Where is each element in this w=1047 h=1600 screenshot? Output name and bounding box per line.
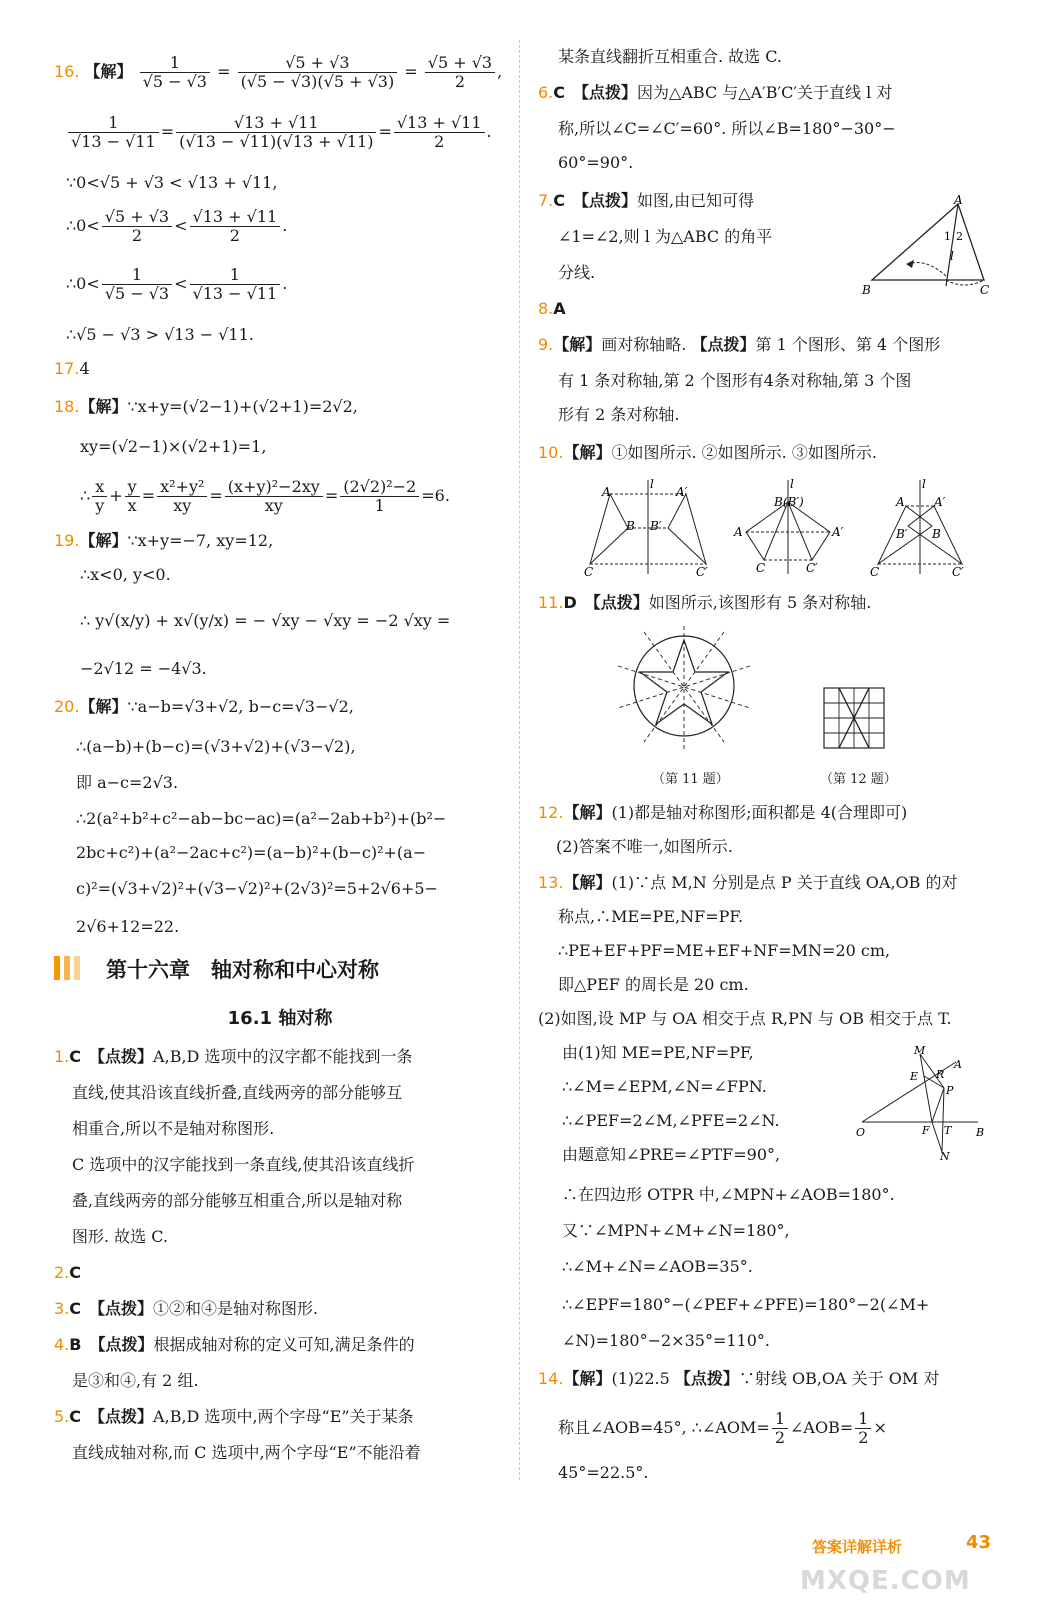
- numerator: (2√2)²−2: [343, 477, 417, 496]
- arrow-head-icon: [906, 260, 914, 268]
- s8-number: 8.: [538, 299, 554, 318]
- label-c: C: [756, 561, 766, 575]
- label-m: M: [914, 1044, 926, 1057]
- page-number: 43: [966, 1532, 992, 1553]
- text: ×: [873, 1418, 887, 1437]
- angle-2-label: 2: [956, 230, 963, 243]
- s13-line-3: ∴PE+EF+PF=ME+EF+NF=MN=20 cm,: [558, 941, 891, 960]
- q18-line-2: xy=(√2−1)×(√2+1)=1,: [80, 437, 267, 456]
- fraction: [238, 54, 398, 91]
- s5-line-1: [54, 1406, 414, 1428]
- label-c-prime: C′: [806, 561, 818, 575]
- q20-line-6: c)²=(√3+√2)²+(√3−√2)²+(2√3)²=5+2√6+5−: [76, 879, 438, 898]
- s14-tag-2: 【点拨】: [674, 1369, 739, 1388]
- triangle-abc: [872, 204, 984, 280]
- angle-1-label: 1: [944, 230, 951, 243]
- s13-line-10: ∴在四边形 OTPR 中,∠MPN+∠AOB=180°.: [562, 1185, 895, 1204]
- s9-tag-2: 【点拨】: [691, 335, 756, 354]
- text: ①②和④是轴对称图形.: [153, 1299, 319, 1318]
- fraction: [190, 208, 281, 245]
- s5-tag: 【点拨】: [97, 1407, 154, 1426]
- q16-line-4: ∴0< $\frac{√5 + √3}{2}$ < $\frac{√13 + √11}{2}$ .: [66, 207, 288, 245]
- s13-number: 13.: [538, 873, 564, 892]
- s5-line-2: 直线成轴对称,而 C 选项中,两个字母“E”不能沿着: [72, 1443, 421, 1462]
- s8: [538, 298, 566, 320]
- fold-arc: [946, 280, 984, 285]
- s10-tag: 【解】: [563, 443, 612, 462]
- s1-line-3: 相重合,所以不是轴对称图形.: [72, 1119, 275, 1138]
- numerator: 1: [858, 1409, 869, 1428]
- label-l: l: [950, 249, 954, 263]
- numerator: 1: [169, 53, 180, 72]
- denominator: (√5 − √3)(√5 + √3): [238, 72, 398, 91]
- s14-line-3: 45°=22.5°.: [558, 1463, 649, 1482]
- s10-figure-1: [584, 477, 708, 579]
- q16-line-6: ∴√5 − √3 > √13 − √11.: [66, 325, 254, 344]
- s13-line-7: ∴∠M=∠EPM,∠N=∠FPN.: [562, 1077, 767, 1096]
- text: (1)22.5: [611, 1369, 675, 1388]
- s4-line-1: [54, 1334, 415, 1356]
- numerator: x: [95, 477, 105, 496]
- denominator: (√13 − √11)(√13 + √11): [176, 132, 376, 151]
- s12-line-2: (2)答案不唯一,如图所示.: [556, 837, 733, 856]
- numerator: (x+y)²−2xy: [227, 477, 320, 496]
- text: =6.: [421, 486, 450, 505]
- section-title: 16.1 轴对称: [227, 1008, 333, 1029]
- s6-line-1: [538, 82, 892, 104]
- s1-line-5: 叠,直线两旁的部分能够互相重合,所以是轴对称: [72, 1191, 403, 1210]
- s13-line-8: ∴∠PEF=2∠M,∠PFE=2∠N.: [562, 1111, 780, 1130]
- s10-figure-2: [733, 477, 844, 575]
- text: ①如图所示. ②如图所示. ③如图所示.: [611, 443, 877, 462]
- q20-tag: 【解】: [79, 697, 128, 716]
- label-a-prime: A′: [832, 525, 844, 539]
- fraction: [190, 266, 281, 303]
- s11-star-figure: [614, 626, 754, 756]
- s4-answer: B: [69, 1335, 82, 1354]
- fraction: [772, 1410, 788, 1447]
- s7-line-2: ∠1=∠2,则 l 为△ABC 的角平: [558, 227, 773, 246]
- s1-line-6: 图形. 故选 C.: [72, 1227, 169, 1246]
- s1-line-4: C 选项中的汉字能找到一条直线,使其沿该直线折: [72, 1155, 415, 1174]
- text: (1)∵点 M,N 分别是点 P 关于直线 OA,OB 的对: [611, 873, 958, 892]
- text: A,B,D 选项中,两个字母“E”关于某条: [153, 1407, 414, 1426]
- label-b: B: [626, 519, 635, 533]
- s2-number: 2.: [54, 1263, 70, 1282]
- text: 第 1 个图形、第 4 个图形: [755, 335, 941, 354]
- s3: [54, 1298, 318, 1320]
- label-a: A: [896, 495, 905, 509]
- label-a-prime: A′: [676, 485, 688, 499]
- text: 如图所示,该图形有 5 条对称轴.: [648, 593, 872, 612]
- label-b: B: [862, 283, 871, 297]
- label-l: l: [790, 477, 794, 491]
- denominator: √13 − √11: [190, 284, 281, 303]
- fraction: [92, 478, 107, 515]
- chapter-heading: [54, 952, 506, 986]
- q16-line-5: ∴0< $\frac{1}{√5 - √3}$ < $\frac{1}{√13 - √11}$ .: [66, 265, 288, 303]
- s1-tag: 【点拨】: [97, 1047, 154, 1066]
- q18-line-1: [54, 396, 358, 418]
- denominator: 2: [102, 226, 172, 245]
- s14-number: 14.: [538, 1369, 564, 1388]
- numerator: √13 + √11: [192, 207, 278, 226]
- q16-tag: 【解】: [84, 62, 133, 81]
- s4-line-2: 是③和④,有 2 组.: [72, 1371, 199, 1390]
- s11-tag: 【点拨】: [592, 593, 649, 612]
- text: (1)都是轴对称图形;面积都是 4(合理即可): [611, 803, 908, 822]
- s10-number: 10.: [538, 443, 564, 462]
- denominator: √5 − √3: [140, 72, 210, 91]
- s7-line-1: [538, 190, 754, 212]
- s1-answer: C: [69, 1047, 82, 1066]
- text: 因为△ABC 与△A′B′C′关于直线 l 对: [637, 83, 893, 102]
- q16-line-2: $\frac{1}{√13 - √11}$ = $\frac{√13 + √11}{(√13 - √11)(√13 + √11)}$ = $\frac{√13 + √11}{2}$ .: [66, 114, 492, 151]
- s6-answer: C: [553, 83, 566, 102]
- s12-tag: 【解】: [563, 803, 612, 822]
- s6-tag: 【点拨】: [581, 83, 638, 102]
- s6-number: 6.: [538, 83, 554, 102]
- text: 称且∠AOB=45°, ∴∠AOM=: [558, 1418, 770, 1437]
- label-b: B: [932, 527, 941, 541]
- label-c-prime: C′: [696, 565, 708, 579]
- text: 如图,由已知可得: [637, 191, 755, 210]
- s13-figure: [852, 1042, 992, 1162]
- q19-line-3: ∴ y√(x/y) + x√(y/x) = − √xy − √xy = −2 √xy =: [80, 611, 451, 630]
- s13-line-11: 又∵∠MPN+∠M+∠N=180°,: [562, 1221, 790, 1240]
- s13-line-9: 由题意知∠PRE=∠PTF=90°,: [562, 1145, 781, 1164]
- s7-tag: 【点拨】: [581, 191, 638, 210]
- s3-tag: 【点拨】: [97, 1299, 154, 1318]
- s14-line-2: [558, 1410, 887, 1447]
- denominator: xy: [157, 496, 207, 515]
- s13-line-13: ∴∠EPF=180°−(∠PEF+∠PFE)=180°−2(∠M+: [562, 1295, 930, 1314]
- label-c: C: [584, 565, 594, 579]
- numerator: √5 + √3: [104, 207, 170, 226]
- fraction: [140, 54, 210, 91]
- label-c: C: [980, 283, 990, 297]
- column-divider: [519, 40, 520, 1480]
- s6-line-3: 60°=90°.: [558, 153, 634, 172]
- chapter-bars-icon: [54, 956, 84, 984]
- label-e: E: [910, 1070, 919, 1083]
- q20-line-5: 2bc+c²)+(a²−2ac+c²)=(a−b)²+(b−c)²+(a−: [76, 843, 427, 862]
- label-a: A: [734, 525, 743, 539]
- q17-answer: 4: [79, 359, 90, 378]
- segment-fp: [932, 1088, 944, 1122]
- bisector-line-l: [946, 204, 958, 286]
- s10-figures: [580, 476, 990, 580]
- symmetry-axes: [618, 626, 750, 750]
- denominator: 2: [855, 1428, 871, 1447]
- s13-line-5: (2)如图,设 MP 与 OA 相交于点 R,PN 与 OB 相交于点 T.: [538, 1009, 952, 1028]
- numerator: √13 + √11: [396, 113, 482, 132]
- s3-answer: C: [69, 1299, 82, 1318]
- s9-line-1: [538, 334, 940, 356]
- label-o: O: [856, 1126, 866, 1139]
- s1-line-2: 直线,使其沿该直线折叠,直线两旁的部分能够互: [72, 1083, 403, 1102]
- s7-answer: C: [553, 191, 566, 210]
- numerator: √13 + √11: [233, 113, 319, 132]
- s11-number: 11.: [538, 593, 564, 612]
- text: ∴: [80, 486, 91, 505]
- denominator: √13 − √11: [68, 132, 159, 151]
- s2: [54, 1262, 81, 1284]
- q17: [54, 358, 90, 380]
- text: ∵x+y=(√2−1)+(√2+1)=2√2,: [127, 397, 358, 416]
- text: ∠AOB=: [790, 1418, 854, 1437]
- label-t: T: [944, 1124, 952, 1137]
- q19-line-4: −2√12 = −4√3.: [80, 659, 207, 678]
- denominator: x: [125, 496, 140, 515]
- fold-arrow: [908, 263, 946, 277]
- watermark: MXQE.COM: [800, 1566, 971, 1596]
- s12-number: 12.: [538, 803, 564, 822]
- denominator: xy: [225, 496, 323, 515]
- numerator: y: [127, 477, 137, 496]
- fraction: [176, 114, 376, 151]
- q19-line-2: ∴x<0, y<0.: [80, 565, 171, 584]
- s5-answer: C: [69, 1407, 82, 1426]
- s11-line-1: [538, 592, 871, 614]
- shape-right: [668, 494, 706, 564]
- q16-line-3: ∵0<√5 + √3 < √13 + √11,: [66, 173, 278, 192]
- caption-12: （第 12 题）: [820, 772, 897, 787]
- label-a: A: [954, 193, 963, 207]
- s8-answer: A: [553, 299, 566, 318]
- denominator: y: [92, 496, 107, 515]
- denominator: 2: [394, 132, 485, 151]
- label-b-bprime: B(B′): [774, 495, 804, 509]
- s12-grid-figure: [822, 686, 888, 752]
- s14-line-1: [538, 1368, 939, 1390]
- q19-tag: 【解】: [79, 531, 128, 550]
- q20-line-2: ∴(a−b)+(b−c)=(√3+√2)+(√3−√2),: [76, 737, 356, 756]
- s5-continued: 某条直线翻折互相重合. 故选 C.: [558, 47, 783, 66]
- fraction: [225, 478, 323, 515]
- s13-line-6: 由(1)知 ME=PE,NF=PF,: [562, 1043, 754, 1062]
- s13-line-2: 称点,∴ME=PE,NF=PF.: [558, 907, 744, 926]
- text: ∴0<: [66, 274, 100, 293]
- label-b-prime: B′: [896, 527, 908, 541]
- chapter-title: 第十六章 轴对称和中心对称: [106, 958, 379, 982]
- fraction: [102, 266, 172, 303]
- label-l: l: [650, 477, 654, 491]
- q19-line-1: [54, 530, 273, 552]
- numerator: x²+y²: [160, 477, 205, 496]
- s6-line-2: 称,所以∠C=∠C′=60°. 所以∠B=180°−30°−: [558, 119, 896, 138]
- s9-number: 9.: [538, 335, 554, 354]
- fraction: [68, 114, 159, 151]
- s7-line-3: 分线.: [558, 263, 596, 282]
- s2-answer: C: [69, 1263, 82, 1282]
- s4-number: 4.: [54, 1335, 70, 1354]
- numerator: 1: [108, 113, 119, 132]
- q18-number: 18.: [54, 397, 80, 416]
- q20-line-4: ∴2(a²+b²+c²−ab−bc−ac)=(a²−2ab+b²)+(b²−: [76, 809, 447, 828]
- numerator: √5 + √3: [285, 53, 350, 72]
- label-n: N: [940, 1150, 950, 1162]
- s11-answer: D: [563, 593, 577, 612]
- caption-11: （第 11 题）: [652, 772, 729, 787]
- q18-line-3: ∴ $\frac{x}{y}$ + $\frac{y}{x}$ = $\frac{\text{x²+y²}}{xy}$ = $\frac{\text{(x+y)²−2xy}}{xy}$ = $\frac{\text{(2√2)²−2}}{1}$ =6.: [80, 477, 450, 515]
- q17-number: 17.: [54, 359, 80, 378]
- q18-tag: 【解】: [79, 397, 128, 416]
- q16-line-1: 16. 【解】 $\frac{1}{√5 - √3}$ = $\frac{√5 + √3}{(√5 - √3)(√5 + √3)}$ = $\frac{√5 + √3}{2}$ ,: [54, 53, 503, 91]
- denominator: 2: [190, 226, 281, 245]
- fraction: [425, 54, 495, 91]
- s5-number: 5.: [54, 1407, 70, 1426]
- label-a-prime: A′: [934, 495, 946, 509]
- s1-number: 1.: [54, 1047, 70, 1066]
- denominator: √5 − √3: [102, 284, 172, 303]
- denominator: 2: [425, 72, 495, 91]
- label-a: A: [602, 485, 611, 499]
- fraction: [157, 478, 207, 515]
- fraction: [125, 478, 140, 515]
- numerator: 1: [774, 1409, 786, 1428]
- s10-figure-3: [870, 477, 964, 579]
- s9-line-3: 形有 2 条对称轴.: [558, 405, 680, 424]
- text: ∵a−b=√3+√2, b−c=√3−√2,: [127, 697, 354, 716]
- shape-left: [590, 494, 628, 564]
- shape-right: [788, 502, 830, 560]
- denominator: 2: [772, 1428, 788, 1447]
- label-b: B: [976, 1126, 985, 1139]
- s13-line-4: 即△PEF 的周长是 20 cm.: [558, 975, 749, 994]
- numerator: 1: [229, 265, 240, 284]
- q20-line-7: 2√6+12=22.: [76, 917, 180, 936]
- s13-line-12: ∴∠M+∠N=∠AOB=35°.: [562, 1257, 753, 1276]
- s14-tag: 【解】: [563, 1369, 612, 1388]
- q20-line-3: 即 a−c=2√3.: [76, 773, 179, 792]
- text: 根据成轴对称的定义可知,满足条件的: [153, 1335, 415, 1354]
- s13-line-1: [538, 872, 958, 894]
- numerator: √5 + √3: [427, 53, 493, 72]
- text: A,B,D 选项中的汉字都不能找到一条: [153, 1047, 413, 1066]
- label-c-prime: C′: [952, 565, 964, 579]
- denominator: 1: [340, 496, 419, 515]
- text: 画对称轴略.: [601, 335, 692, 354]
- s3-number: 3.: [54, 1299, 70, 1318]
- s10-line-1: [538, 442, 877, 464]
- label-c: C: [870, 565, 880, 579]
- text: ∵射线 OB,OA 关于 OM 对: [738, 1369, 940, 1388]
- s12-line-1: [538, 802, 907, 824]
- label-b-prime: B′: [650, 519, 662, 533]
- s13-line-14: ∠N)=180°−2×35°=110°.: [562, 1331, 770, 1350]
- s9-line-2: 有 1 条对称轴,第 2 个图形有4条对称轴,第 3 个图: [558, 371, 912, 390]
- s13-tag: 【解】: [563, 873, 612, 892]
- label-f: F: [922, 1124, 930, 1137]
- s9-tag: 【解】: [553, 335, 602, 354]
- q19-number: 19.: [54, 531, 80, 550]
- shape-left: [746, 502, 788, 560]
- fraction: [340, 478, 419, 515]
- text: ∴0<: [66, 216, 100, 235]
- s4-tag: 【点拨】: [97, 1335, 154, 1354]
- text: ∵x+y=−7, xy=12,: [127, 531, 274, 550]
- fraction: [855, 1410, 871, 1447]
- q20-number: 20.: [54, 697, 80, 716]
- q20-line-1: [54, 696, 354, 718]
- label-p: P: [946, 1084, 954, 1097]
- q16-number: 16.: [54, 62, 80, 81]
- s7-triangle-figure: [856, 192, 996, 302]
- numerator: 1: [131, 265, 143, 284]
- label-l: l: [922, 477, 926, 491]
- fraction: [394, 114, 485, 151]
- footer-label: 答案详解详析: [812, 1538, 903, 1556]
- s7-number: 7.: [538, 191, 554, 210]
- label-r: R: [936, 1068, 945, 1081]
- fraction: [102, 208, 172, 245]
- s1-line-1: [54, 1046, 412, 1068]
- label-a: A: [954, 1058, 962, 1071]
